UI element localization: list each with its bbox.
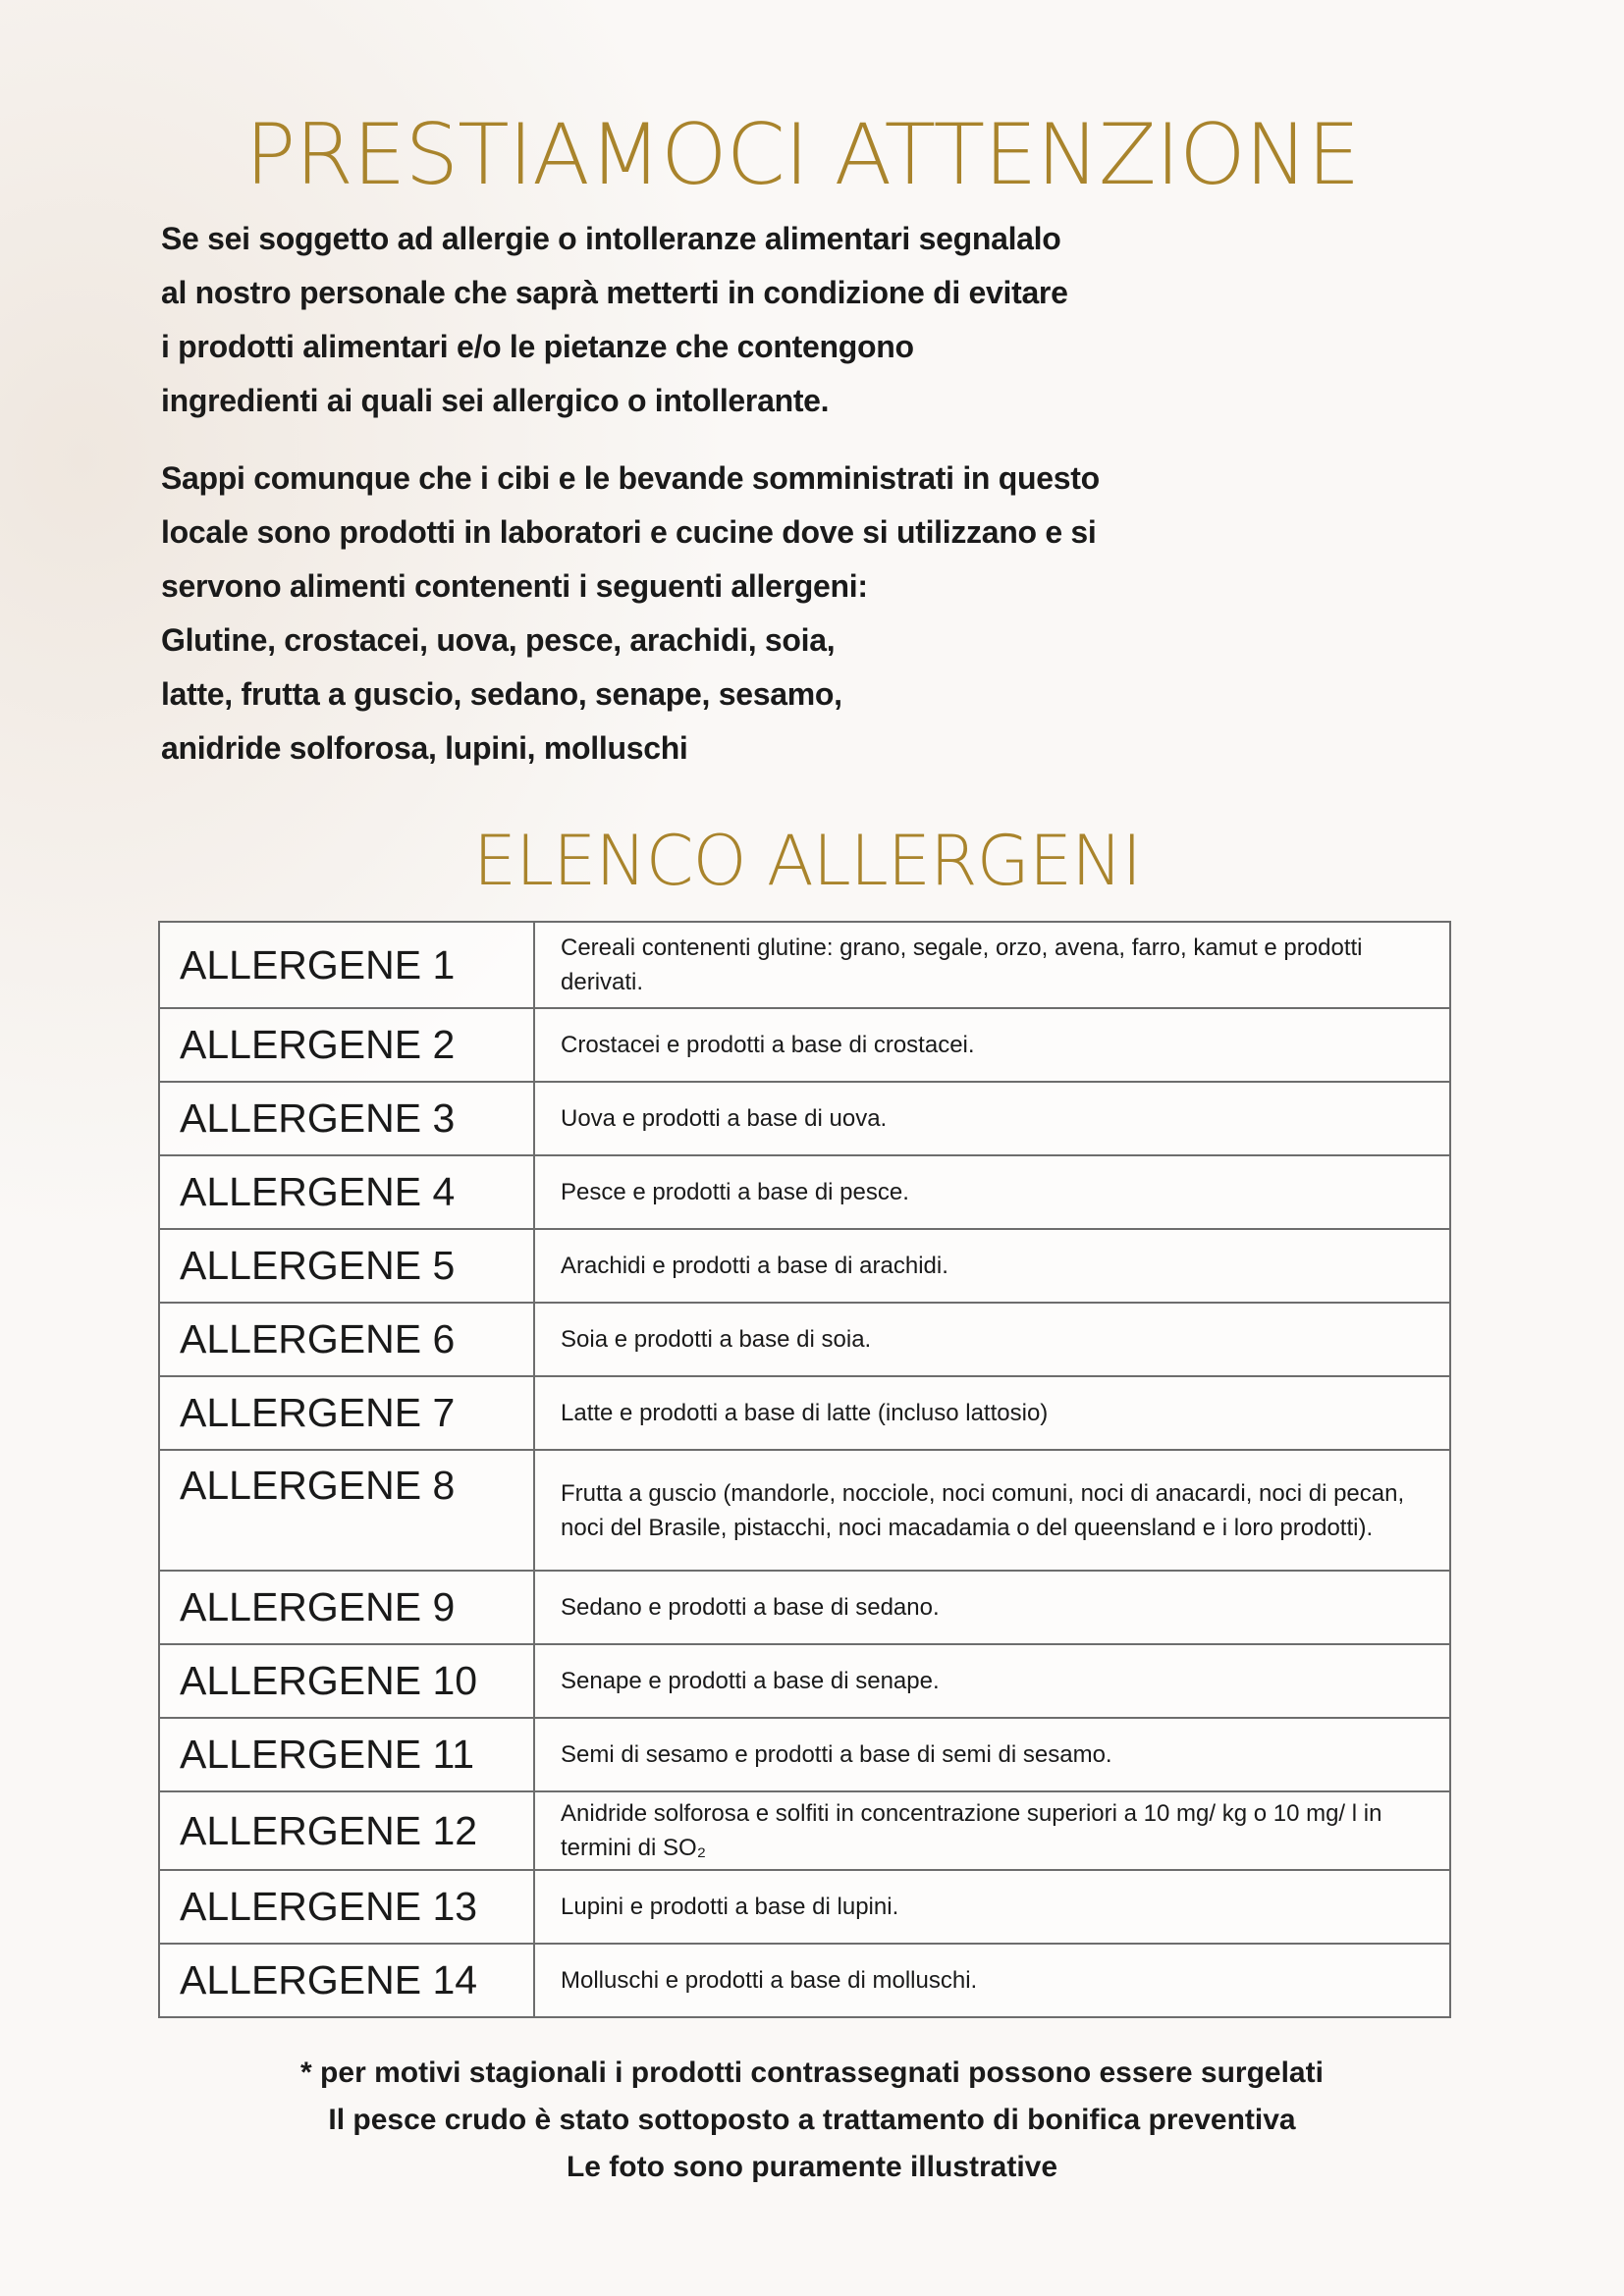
allergen-description: Senape e prodotti a base di senape. [534,1644,1450,1718]
allergen-description: Latte e prodotti a base di latte (incluso lattosio) [534,1376,1450,1450]
allergen-row [159,1376,1450,1450]
allergen-row [159,922,1450,1008]
allergen-description: Semi di sesamo e prodotti a base di semi di sesamo. [534,1718,1450,1791]
text-line: Glutine, crostacei, uova, pesce, arachidi, soia, [161,622,836,658]
allergy-notice-paragraph [161,212,1068,428]
allergen-description: Sedano e prodotti a base di sedano. [534,1571,1450,1644]
text-line: Sappi comunque che i cibi e le bevande somministrati in questo [161,460,1100,496]
allergen-label: ALLERGENE 4 [159,1155,534,1229]
allergen-row [159,1644,1450,1718]
allergen-row [159,1791,1450,1870]
footer-line: Le foto sono puramente illustrative [566,2151,1058,2183]
allergen-table [158,921,1451,2018]
allergen-label: ALLERGENE 1 [159,922,534,1008]
allergen-label: ALLERGENE 7 [159,1376,534,1450]
allergen-description: Frutta a guscio (mandorle, nocciole, noci comuni, noci di anacardi, noci di pecan, noci del Brasile, pistacchi, noci macadamia o del queensland e i loro prodotti). [534,1450,1450,1571]
allergen-row [159,1944,1450,2017]
allergen-row [159,1870,1450,1944]
allergen-description: Pesce e prodotti a base di pesce. [534,1155,1450,1229]
footer-line: * per motivi stagionali i prodotti contrassegnati possono essere surgelati [300,2056,1324,2089]
text-line: anidride solforosa, lupini, molluschi [161,730,688,766]
allergen-description: Crostacei e prodotti a base di crostacei. [534,1008,1450,1082]
footer-notes [0,2050,1624,2191]
allergen-description: Molluschi e prodotti a base di molluschi. [534,1944,1450,2017]
allergen-label: ALLERGENE 14 [159,1944,534,2017]
allergen-label: ALLERGENE 12 [159,1791,534,1870]
allergen-description: Anidride solforosa e solfiti in concentrazione superiori a 10 mg/ kg o 10 mg/ l in termini di SO₂ [534,1791,1450,1870]
allergen-row [159,1082,1450,1155]
allergen-row [159,1450,1450,1571]
allergen-row [159,1155,1450,1229]
text-line: Se sei soggetto ad allergie o intolleranze alimentari segnalalo [161,221,1061,256]
text-line: i prodotti alimentari e/o le pietanze che contengono [161,329,914,364]
allergen-row [159,1718,1450,1791]
allergen-description: Uova e prodotti a base di uova. [534,1082,1450,1155]
allergen-label: ALLERGENE 9 [159,1571,534,1644]
allergen-row [159,1229,1450,1303]
allergen-description: Arachidi e prodotti a base di arachidi. [534,1229,1450,1303]
allergen-kitchen-paragraph [161,452,1100,775]
allergen-description: Cereali contenenti glutine: grano, segale, orzo, avena, farro, kamut e prodotti derivati. [534,922,1450,1008]
text-line: locale sono prodotti in laboratori e cucine dove si utilizzano e si [161,514,1097,550]
page-title: PRESTIAMOCI ATTENZIONE [244,106,1360,204]
allergen-label: ALLERGENE 11 [159,1718,534,1791]
allergen-row [159,1008,1450,1082]
allergen-label: ALLERGENE 2 [159,1008,534,1082]
text-line: ingredienti ai quali sei allergico o intollerante. [161,383,830,418]
allergen-label: ALLERGENE 6 [159,1303,534,1376]
allergen-description: Soia e prodotti a base di soia. [534,1303,1450,1376]
text-line: servono alimenti contenenti i seguenti allergeni: [161,568,868,604]
text-line: al nostro personale che saprà metterti in condizione di evitare [161,275,1068,310]
allergen-row [159,1571,1450,1644]
allergen-description: Lupini e prodotti a base di lupini. [534,1870,1450,1944]
allergen-label: ALLERGENE 3 [159,1082,534,1155]
allergen-label: ALLERGENE 10 [159,1644,534,1718]
footer-line: Il pesce crudo è stato sottoposto a trattamento di bonifica preventiva [328,2104,1296,2136]
allergen-label: ALLERGENE 8 [159,1450,534,1571]
allergen-list-title: ELENCO ALLERGENI [472,821,1142,901]
text-line: latte, frutta a guscio, sedano, senape, sesamo, [161,676,842,712]
allergen-label: ALLERGENE 13 [159,1870,534,1944]
allergen-label: ALLERGENE 5 [159,1229,534,1303]
allergen-row [159,1303,1450,1376]
